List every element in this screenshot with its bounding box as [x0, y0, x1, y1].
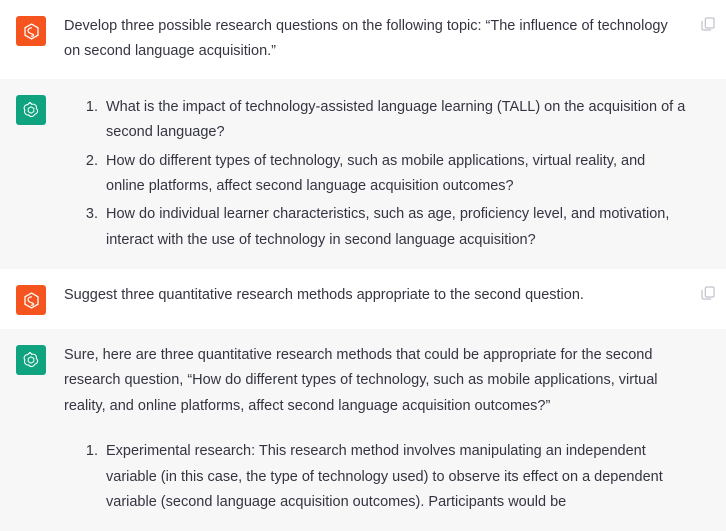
user-message-text-1	[64, 14, 686, 65]
copy-icon[interactable]	[700, 285, 716, 301]
user-logo-icon	[16, 285, 46, 315]
assistant-message-text-2	[64, 343, 686, 517]
list-item: 3. How do individual learner characteristics, such as age, proficiency level, and motivation, interact with the use of technology in second language acquisition?	[102, 202, 686, 253]
openai-logo-icon	[16, 345, 46, 375]
copy-icon[interactable]	[700, 16, 716, 32]
list-item: 1. Experimental research: This research method involves manipulating an independent variable (in this case, the type of technology used) to observe its effect on a dependent variable (second language acquisition outcomes). Participants would be	[102, 439, 686, 515]
assistant-message-text-1	[64, 93, 686, 255]
assistant-answer-list-1	[64, 95, 686, 253]
assistant-answer-list-2	[64, 439, 686, 515]
message-turn-user-2	[0, 269, 726, 329]
user-logo-icon	[16, 16, 46, 46]
list-item: 1. What is the impact of technology-assisted language learning (TALL) on the acquisition of a second language?	[102, 95, 686, 146]
openai-logo-icon	[16, 95, 46, 125]
message-paragraph: Suggest three quantitative research methods appropriate to the second question.	[64, 287, 584, 303]
message-paragraph: Sure, here are three quantitative research methods that could be appropriate for the second research question, “How do different types of technology, such as mobile applications, virtual reality, and online platforms, affect second language acquisition outcomes?”	[64, 347, 658, 414]
user-message-text-2	[64, 283, 686, 308]
message-turn-assistant-2	[0, 329, 726, 531]
list-item: 2. How do different types of technology, such as mobile applications, virtual reality, and online platforms, affect second language acquisition outcomes?	[102, 149, 686, 200]
message-turn-user-1	[0, 0, 726, 79]
message-turn-assistant-1	[0, 79, 726, 269]
message-paragraph: Develop three possible research questions on the following topic: “The influence of technology on second language acquisition.”	[64, 18, 668, 60]
